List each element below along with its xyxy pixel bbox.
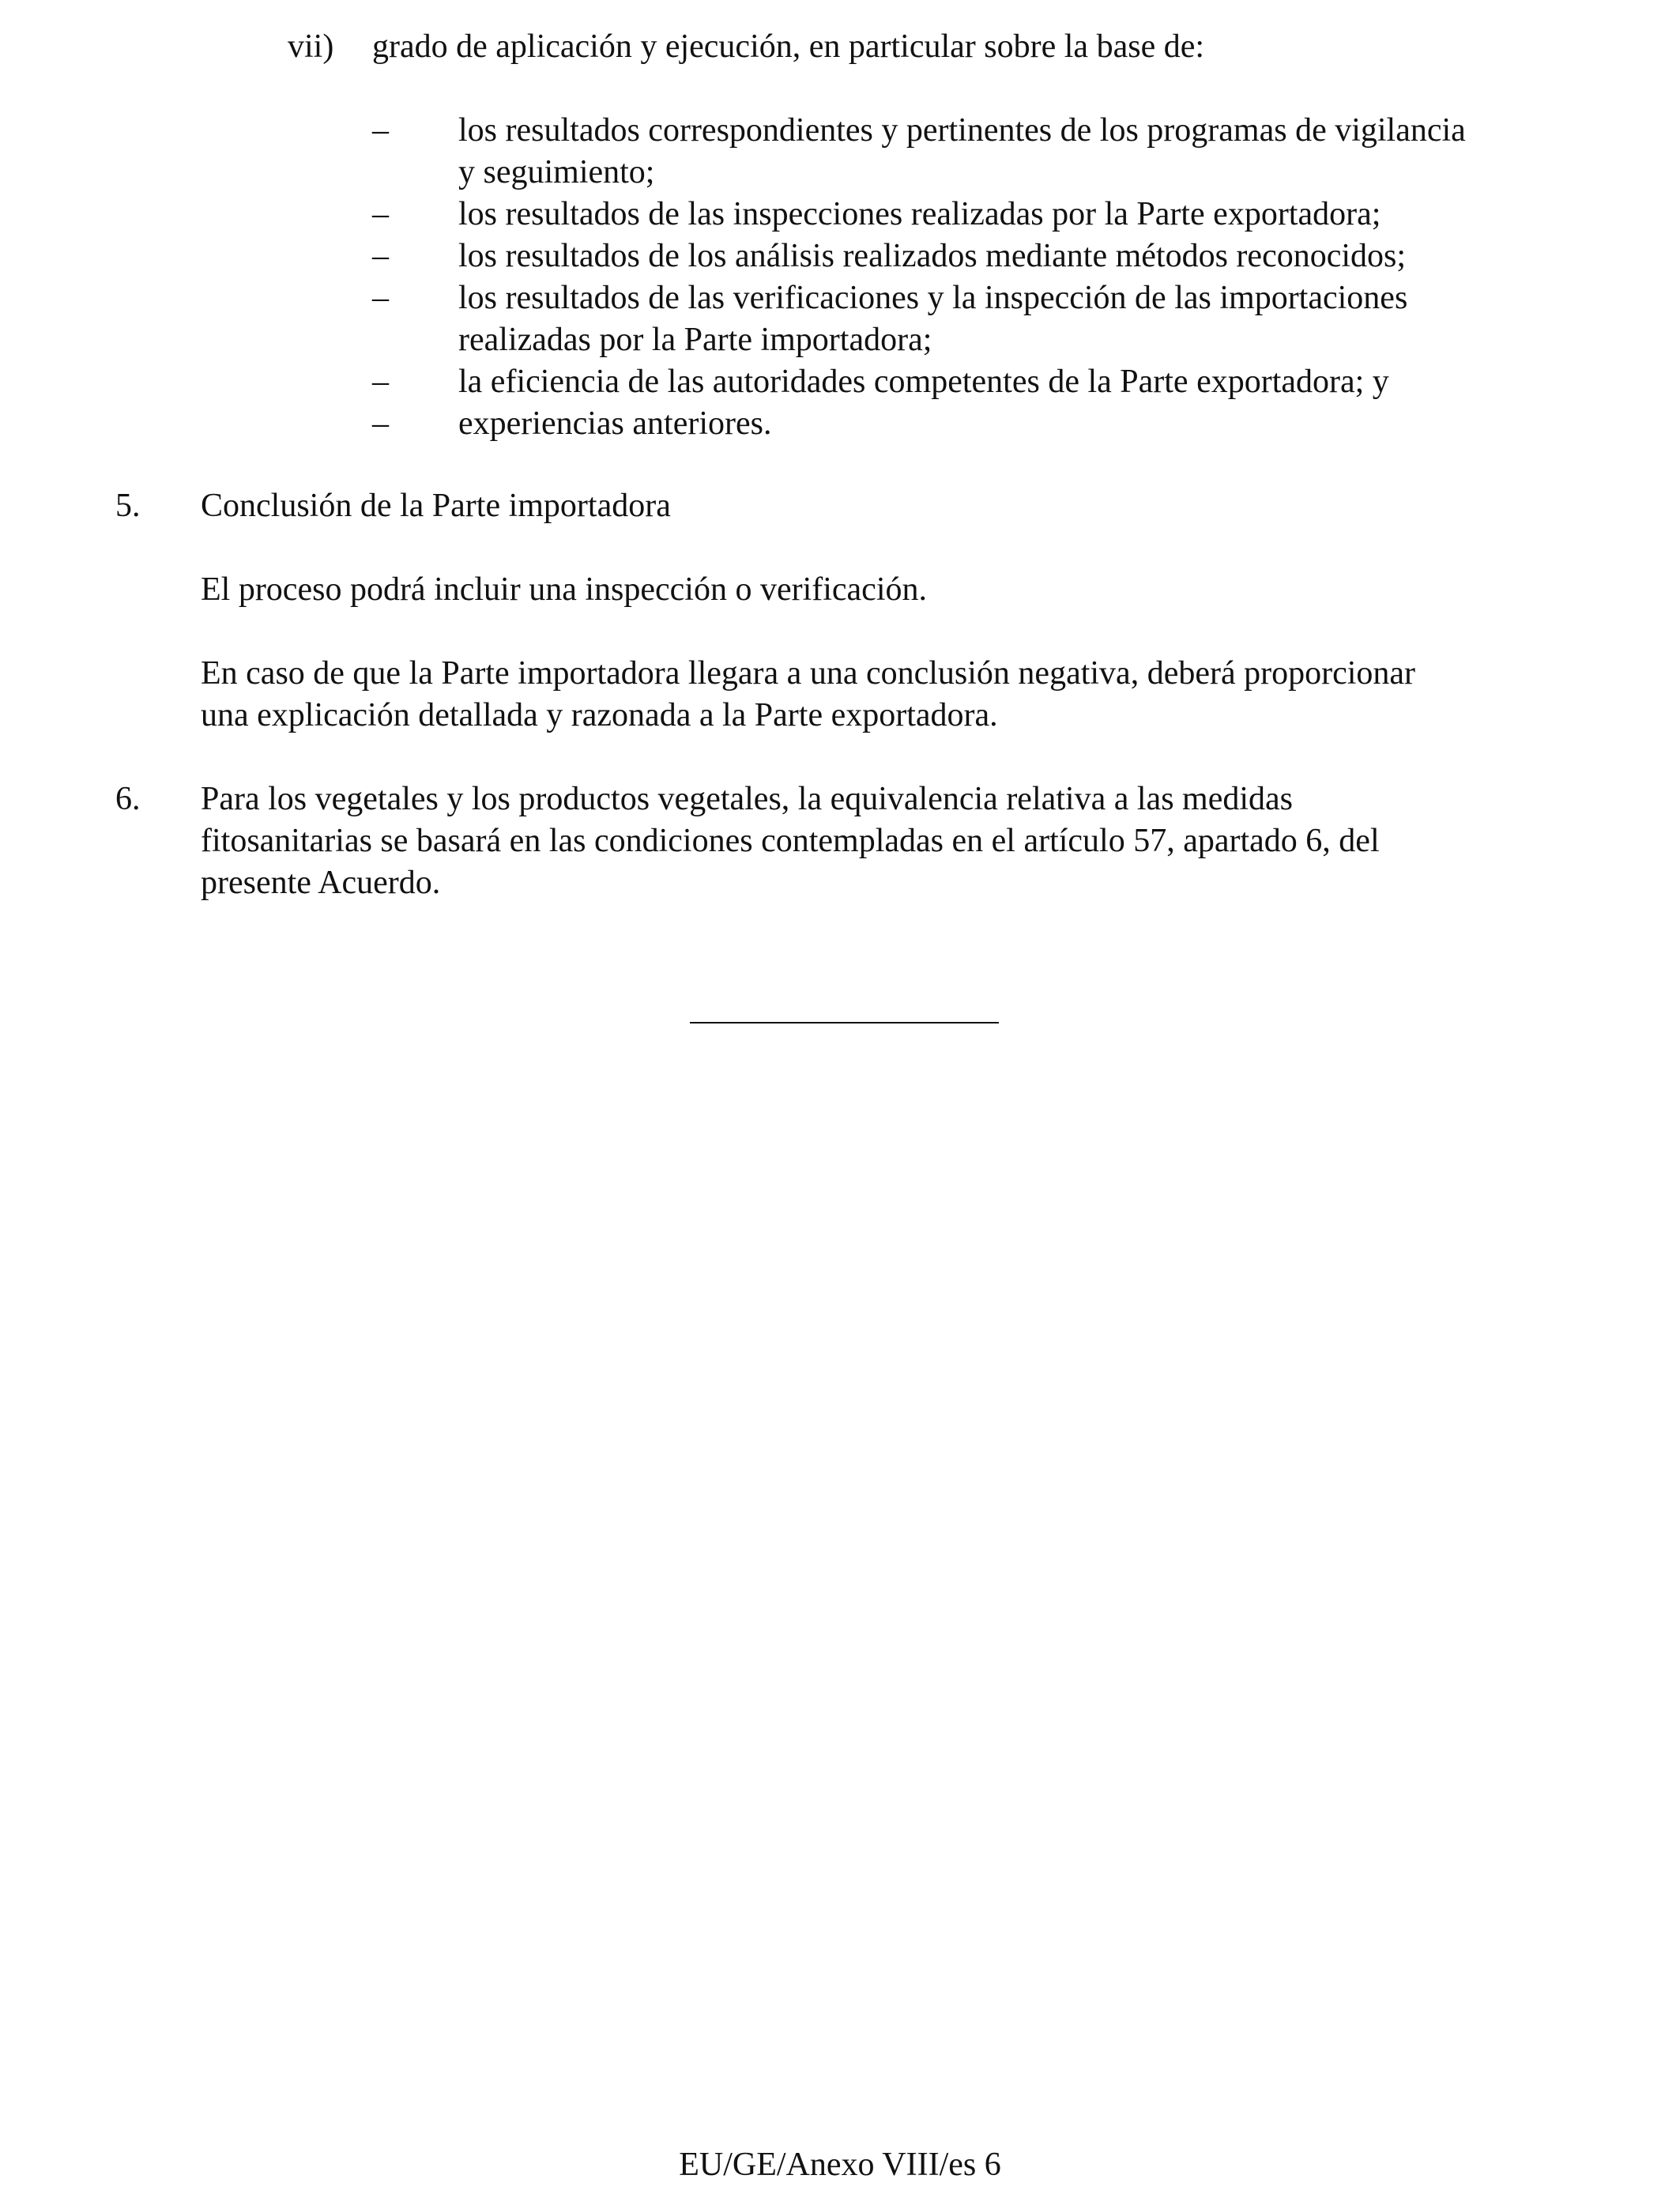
dash-list bbox=[0, 110, 1680, 445]
section-6-text: Para los vegetales y los productos vegetales, la equivalencia relativa a las medidas fitosanitarias se basará en las condiciones contempladas en el artículo 57, apartado 6, del presente Acuerdo. bbox=[201, 781, 1380, 901]
list-item-text: los resultados de los análisis realizados mediante métodos reconocidos; bbox=[458, 238, 1407, 274]
section-5-paragraph-2: En caso de que la Parte importadora llegara a una conclusión negativa, deberá proporcionar una explicación detallada y razonada a la Parte exportadora. bbox=[201, 655, 1416, 733]
item-vii-text: grado de aplicación y ejecución, en particular sobre la base de: bbox=[372, 28, 1205, 65]
dash-marker: – bbox=[372, 364, 389, 400]
page-footer-label: EU/GE/Anexo VIII/es 6 bbox=[679, 2147, 1001, 2183]
dash-marker: – bbox=[372, 280, 389, 316]
list-item-text: los resultados de las verificaciones y la inspección de las importaciones realizadas por la Parte importadora; bbox=[458, 280, 1408, 358]
list-item bbox=[0, 403, 1680, 445]
section-5-number: 5. bbox=[115, 488, 141, 524]
section-5-title: Conclusión de la Parte importadora bbox=[201, 488, 671, 524]
dash-marker: – bbox=[372, 196, 389, 232]
list-item-text: los resultados correspondientes y pertinentes de los programas de vigilancia y seguimiento; bbox=[458, 112, 1466, 190]
list-item bbox=[0, 277, 1680, 361]
end-separator-line bbox=[690, 1022, 999, 1023]
list-item bbox=[0, 361, 1680, 403]
list-item-text: los resultados de las inspecciones realizadas por la Parte exportadora; bbox=[458, 196, 1381, 232]
list-item-text: la eficiencia de las autoridades competentes de la Parte exportadora; y bbox=[458, 364, 1389, 400]
list-item bbox=[0, 236, 1680, 277]
list-item bbox=[0, 194, 1680, 236]
list-item bbox=[0, 110, 1680, 194]
dash-marker: – bbox=[372, 405, 389, 442]
list-item-text: experiencias anteriores. bbox=[458, 405, 772, 442]
item-vii-marker: vii) bbox=[288, 28, 334, 65]
section-6-number: 6. bbox=[115, 781, 141, 817]
section-5-paragraph-1: El proceso podrá incluir una inspección o verificación. bbox=[201, 571, 927, 608]
dash-marker: – bbox=[372, 238, 389, 274]
dash-marker: – bbox=[372, 112, 389, 149]
